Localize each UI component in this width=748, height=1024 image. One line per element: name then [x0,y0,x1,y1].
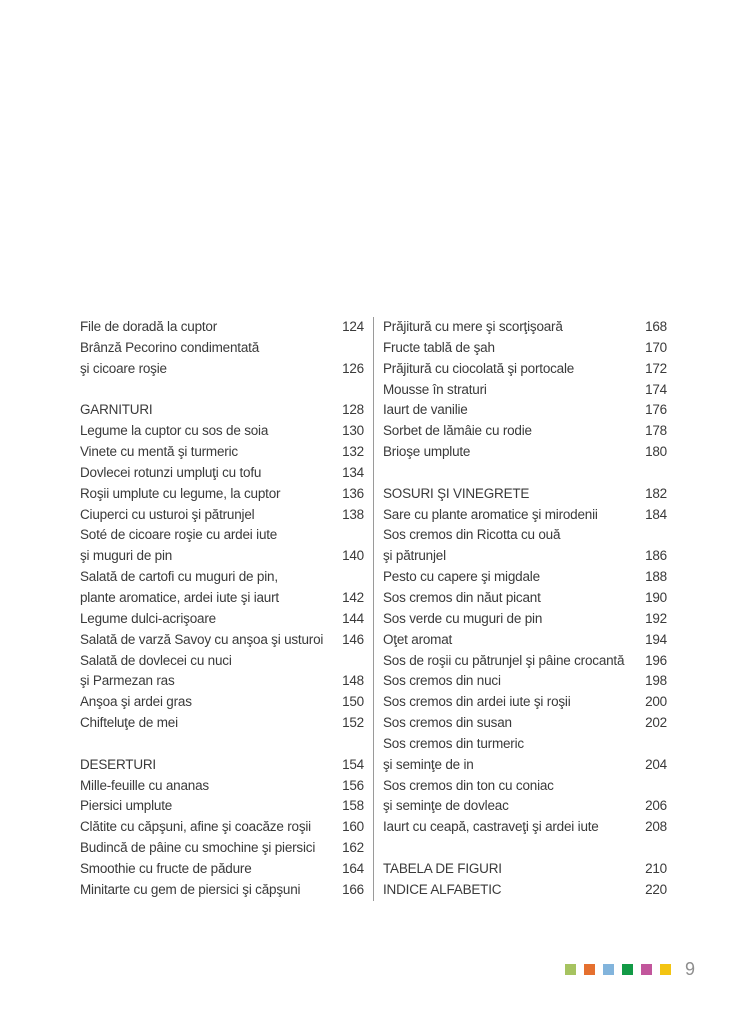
entry-page-number: 178 [645,423,667,439]
entry-title: Dovlecei rotunzi umpluţi cu tofu [80,464,262,480]
entry-title: şi seminţe de dovleac [383,798,509,814]
entry-page-number: 130 [342,423,364,439]
toc-group [80,317,364,380]
entry-title: Piersici umplute [80,798,173,814]
toc-entry [80,796,364,817]
toc-entry [383,651,667,672]
entry-page-number: 192 [645,610,667,626]
toc-entry [383,630,667,651]
entry-page-number: 164 [342,860,364,876]
entry-title: Sos cremos din turmeric [383,735,524,751]
entry-page-number: 204 [645,756,667,772]
entry-title: Legume la cuptor cu sos de soia [80,423,269,439]
toc-entry [383,525,667,546]
toc-entry [80,630,364,651]
column-divider [373,317,374,901]
toc-entry [383,567,667,588]
color-square-magenta [641,964,652,975]
toc-entry [383,546,667,567]
entry-title: Smoothie cu fructe de pădure [80,860,252,876]
entry-title: şi pătrunjel [383,548,446,564]
entry-title: Ciuperci cu usturoi şi pătrunjel [80,506,255,522]
section-title: DESERTURI [80,756,156,772]
entry-page-number: 148 [342,673,364,689]
entry-page-number: 172 [645,360,667,376]
entry-title: plante aromatice, ardei iute şi iaurt [80,589,279,605]
entry-page-number: 142 [342,589,364,605]
toc-entry [80,609,364,630]
entry-title: Sos cremos din susan [383,715,512,731]
entry-title: Salată de varză Savoy cu anşoa şi usturoi [80,631,324,647]
entry-title: File de doradă la cuptor [80,319,218,334]
entry-page-number: 134 [342,464,364,480]
toc-entry [80,546,364,567]
entry-page-number: 188 [645,569,667,585]
toc-entry [383,400,667,421]
entry-page-number: 138 [342,506,364,522]
toc-entry [80,338,364,359]
toc-entry [80,817,364,838]
entry-title: Chifteluţe de mei [80,715,178,731]
section-title: TABELA DE FIGURI [383,860,502,876]
toc-section-header [383,484,667,505]
entry-page-number: 196 [645,652,667,668]
toc-entry [80,442,364,463]
toc-entry [383,317,667,338]
entry-title: şi seminţe de in [383,756,474,772]
entry-title: Oţet aromat [383,631,453,647]
toc-entry [80,567,364,588]
entry-page-number: 124 [342,319,364,334]
entry-title: Mousse în straturi [383,381,487,397]
toc-entry [383,359,667,380]
entry-title: Mille-feuille cu ananas [80,777,209,793]
toc-entry [80,671,364,692]
entry-title: şi muguri de pin [80,548,173,564]
entry-title: Sos de roşii cu pătrunjel şi pâine crocantă [383,652,625,668]
entry-title: Vinete cu mentă şi turmeric [80,444,238,460]
toc-group [80,755,364,901]
toc-section-header [383,859,667,880]
toc-entry [383,776,667,797]
entry-title: Budincă de pâine cu smochine şi piersici [80,840,316,856]
entry-title: Brioşe umplute [383,444,471,460]
entry-page-number: 194 [645,631,667,647]
entry-page-number: 166 [342,881,364,897]
entry-title: Sos cremos din Ricotta cu ouă [383,527,561,543]
section-title: SOSURI ŞI VINEGRETE [383,485,530,501]
entry-page-number: 160 [342,819,364,835]
entry-title: Salată de cartofi cu muguri de pin, [80,569,278,585]
toc-section-header [383,880,667,901]
toc-entry [80,859,364,880]
toc-entry [80,588,364,609]
toc-entry [80,317,364,338]
page-footer [565,958,695,980]
entry-title: Sos cremos din năut picant [383,589,541,605]
toc-group [383,317,667,463]
entry-title: şi cicoare roşie [80,360,167,376]
entry-title: Brânză Pecorino condimentată [80,339,260,355]
entry-title: Iaurt cu ceapă, castraveţi şi ardei iute [383,819,599,835]
entry-title: Pesto cu capere şi migdale [383,569,540,585]
entry-page-number: 186 [645,548,667,564]
toc-entry [80,776,364,797]
entry-title: Prăjitură cu ciocolată şi portocale [383,360,575,376]
color-square-yellow [660,964,671,975]
entry-page-number: 210 [645,860,667,876]
entry-page-number: 126 [342,360,364,376]
toc-entry [80,692,364,713]
toc-group [80,400,364,734]
entry-page-number: 144 [342,610,364,626]
toc-entry [383,713,667,734]
toc-entry [80,838,364,859]
toc-entry [80,880,364,901]
entry-page-number: 156 [342,777,364,793]
entry-page-number: 170 [645,339,667,355]
entry-page-number: 146 [342,631,364,647]
page-number: 9 [685,958,696,979]
color-square-green [622,964,633,975]
toc-entry [383,505,667,526]
toc-entry [383,609,667,630]
entry-title: Legume dulci-acrişoare [80,610,216,626]
entry-page-number: 154 [342,756,364,772]
toc-entry [80,484,364,505]
entry-page-number: 140 [342,548,364,564]
toc-group [383,859,667,901]
toc-entry [383,588,667,609]
color-square-yellow-green [565,964,576,975]
section-title: INDICE ALFABETIC [383,881,502,897]
entry-page-number: 168 [645,319,667,334]
entry-page-number: 198 [645,673,667,689]
toc-entry [383,734,667,755]
entry-title: şi Parmezan ras [80,673,175,689]
toc-entry [383,796,667,817]
entry-title: Sos verde cu muguri de pin [383,610,543,626]
toc-group [383,484,667,838]
toc-entry [383,755,667,776]
entry-page-number: 136 [342,485,364,501]
toc-entry [383,817,667,838]
entry-title: Soté de cicoare roşie cu ardei iute [80,527,278,543]
section-title: GARNITURI [80,402,153,418]
entry-page-number: 158 [342,798,364,814]
entry-title: Fructe tablă de şah [383,339,495,355]
toc-entry [80,525,364,546]
toc-entry [80,421,364,442]
toc-column-right [383,317,667,901]
entry-page-number: 190 [645,589,667,605]
toc-entry [80,505,364,526]
entry-page-number: 202 [645,715,667,731]
entry-title: Salată de dovlecei cu nuci [80,652,232,668]
entry-page-number: 220 [645,881,667,897]
entry-page-number: 180 [645,444,667,460]
toc-entry [383,421,667,442]
entry-title: Sos cremos din ardei iute şi roşii [383,694,571,710]
entry-title: Sos cremos din nuci [383,673,501,689]
entry-title: Clătite cu căpşuni, afine şi coacăze roşii [80,819,311,835]
color-square-orange [584,964,595,975]
entry-page-number: 182 [645,485,667,501]
toc-entry [383,692,667,713]
entry-title: Sorbet de lămâie cu rodie [383,423,532,439]
toc-columns [80,317,667,901]
toc-entry [383,338,667,359]
entry-page-number: 150 [342,694,364,710]
toc-column-left [80,317,364,901]
entry-page-number: 152 [342,715,364,731]
toc-entry [383,442,667,463]
entry-page-number: 206 [645,798,667,814]
entry-title: Anşoa şi ardei gras [80,694,192,710]
color-square-light-blue [603,964,614,975]
entry-page-number: 208 [645,819,667,835]
toc-entry [80,359,364,380]
entry-page-number: 184 [645,506,667,522]
entry-title: Sare cu plante aromatice şi mirodenii [383,506,598,522]
toc-entry [383,380,667,401]
entry-title: Iaurt de vanilie [383,402,468,418]
toc-section-header [80,755,364,776]
entry-page-number: 174 [645,381,667,397]
entry-page-number: 200 [645,694,667,710]
entry-page-number: 132 [342,444,364,460]
entry-title: Roşii umplute cu legume, la cuptor [80,485,281,501]
entry-page-number: 128 [342,402,364,418]
entry-page-number: 162 [342,840,364,856]
toc-entry [80,651,364,672]
entry-title: Sos cremos din ton cu coniac [383,777,554,793]
entry-title: Minitarte cu gem de piersici şi căpşuni [80,881,301,897]
toc-entry [383,671,667,692]
toc-entry [80,713,364,734]
toc-entry [80,463,364,484]
entry-page-number: 176 [645,402,667,418]
toc-section-header [80,400,364,421]
entry-title: Prăjitură cu mere şi scorţişoară [383,319,563,334]
